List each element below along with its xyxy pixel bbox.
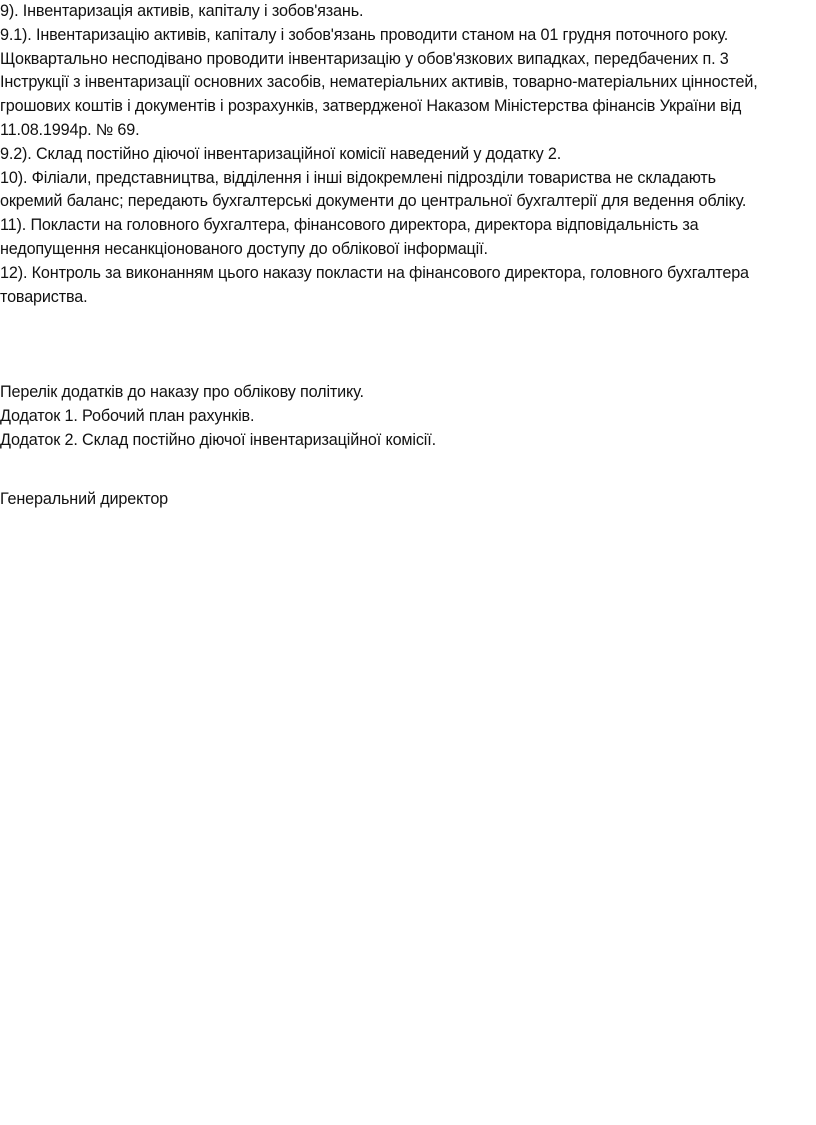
clause-line: Інструкції з інвентаризації основних засобів, нематеріальних активів, товарно-матеріальних цінностей, [0, 73, 758, 92]
appendix-list [0, 381, 814, 452]
clause-line: Щоквартально несподівано проводити інвентаризацію у обов'язкових випадках, передбачених п. 3 [0, 49, 729, 68]
clause-line: 9). Інвентаризація активів, капіталу і зобов'язань. [0, 2, 364, 20]
clause-line: 11). Покласти на головного бухгалтера, фінансового директора, директора відповідальність за [0, 216, 699, 235]
clause-line: 11.08.1994р. № 69. [0, 120, 140, 139]
clause-line: 12). Контроль за виконанням цього наказу покласти на фінансового директора, головного бухгалтера [0, 263, 749, 282]
clause-line: 9.1). Інвентаризацію активів, капіталу і зобов'язань проводити станом на 01 грудня поточного року. [0, 25, 729, 44]
signatory-title: Генеральний директор [0, 490, 169, 508]
clause-line: недопущення несанкціонованого доступу до облікової інформації. [0, 239, 488, 258]
appendix-item: Додаток 1. Робочий план рахунків. [0, 406, 255, 425]
clause-line: 10). Філіали, представництва, відділення і інші відокремлені підрозділи товариства не складають [0, 168, 716, 187]
appendix-list-title: Перелік додатків до наказу про облікову політику. [0, 383, 364, 401]
order-clauses [0, 0, 814, 309]
signature-block [0, 488, 814, 512]
clause-line: товариства. [0, 287, 88, 306]
clause-line: окремий баланс; передають бухгалтерські документи до центральної бухгалтерії для ведення обліку. [0, 192, 747, 211]
clause-line: грошових коштів і документів і розрахунків, затвердженої Наказом Міністерства фінансів України від [0, 97, 742, 116]
appendix-item: Додаток 2. Склад постійно діючої інвентаризаційної комісії. [0, 430, 436, 449]
clause-line: 9.2). Склад постійно діючої інвентаризаційної комісії наведений у додатку 2. [0, 144, 562, 163]
